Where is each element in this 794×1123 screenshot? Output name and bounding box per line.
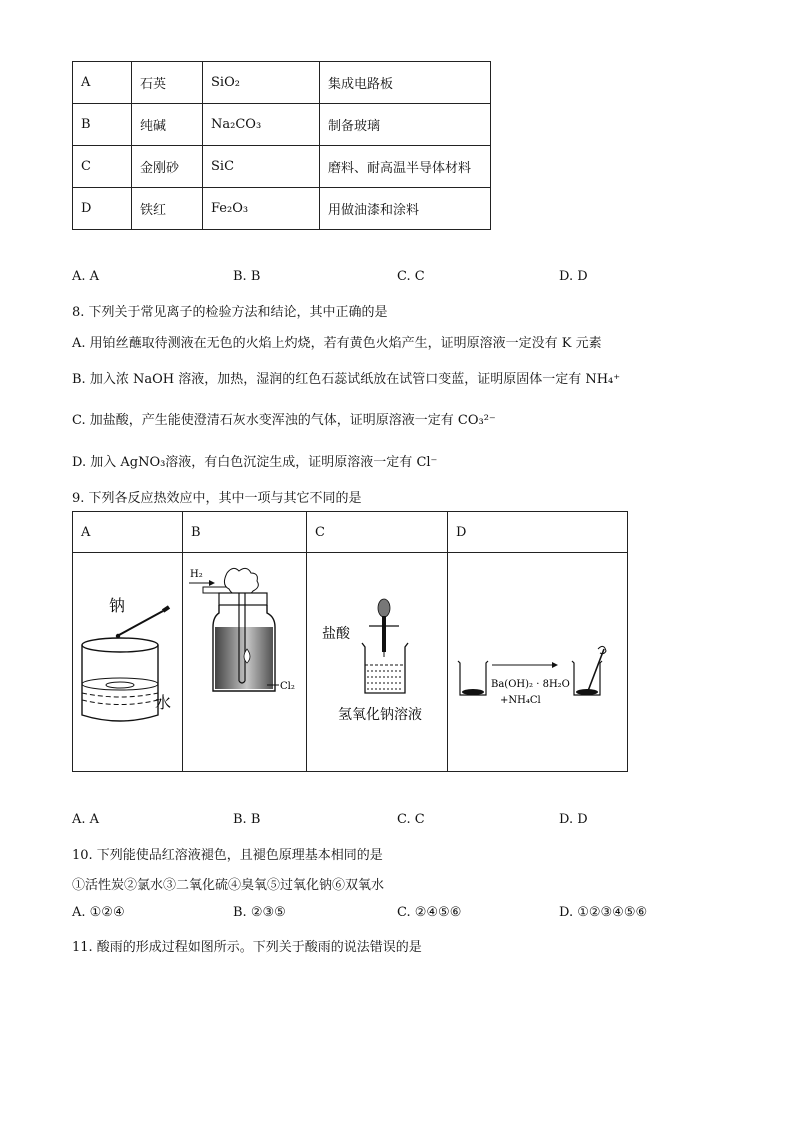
table-cell: 纯碱	[132, 104, 203, 146]
label-h2: H₂	[190, 569, 203, 580]
table-cell: SiC	[203, 146, 320, 188]
q8-option-d[interactable]: D. 加入 AgNO₃溶液，有白色沉淀生成，证明原溶液一定有 Cl⁻	[72, 455, 438, 470]
table-row	[73, 146, 491, 188]
table-row	[73, 62, 491, 104]
table-row	[73, 188, 491, 230]
table-cell: 铁红	[132, 188, 203, 230]
option-a[interactable]: A. ①②④	[72, 905, 125, 920]
option-c[interactable]: C. C	[397, 269, 425, 284]
figure-hydrogen-chlorine	[183, 553, 307, 772]
table-row	[73, 512, 628, 553]
table-cell: SiO₂	[203, 62, 320, 104]
label-water: 水	[155, 693, 172, 712]
q8-option-a[interactable]: A. 用铂丝蘸取待测液在无色的火焰上灼烧，若有黄色火焰产生，证明原溶液一定没有 K 元素	[72, 336, 602, 351]
q8-stem: 8. 下列关于常见离子的检验方法和结论，其中正确的是	[72, 305, 388, 320]
label-baoh: Ba(OH)₂ · 8H₂O	[491, 679, 570, 690]
figure-baoh-nh4cl	[448, 553, 628, 772]
table-cell: C	[73, 146, 132, 188]
q10-stem: 10. 下列能使品红溶液褪色，且褪色原理基本相同的是	[72, 848, 383, 863]
label-nh4cl: +NH₄Cl	[500, 695, 541, 706]
q10-items: ①活性炭②氯水③二氧化硫④臭氧⑤过氧化钠⑥双氧水	[72, 878, 385, 893]
option-c[interactable]: C. C	[397, 812, 425, 827]
label-sodium: 钠	[109, 596, 126, 615]
q9-table	[72, 511, 628, 772]
table-cell: 集成电路板	[320, 62, 491, 104]
figure-sodium-water	[73, 553, 183, 772]
table-cell: 制备玻璃	[320, 104, 491, 146]
figure-hcl-naoh	[307, 553, 448, 772]
table-cell: D	[73, 188, 132, 230]
option-b[interactable]: B. B	[233, 269, 261, 284]
table-row	[73, 104, 491, 146]
option-d[interactable]: D. ①②③④⑤⑥	[559, 905, 648, 920]
table-cell: Na₂CO₃	[203, 104, 320, 146]
label-naoh: 氢氧化钠溶液	[338, 707, 422, 723]
q7-table	[72, 61, 491, 230]
table-cell: B	[73, 104, 132, 146]
table-cell: 磨料、耐高温半导体材料	[320, 146, 491, 188]
option-a[interactable]: A. A	[72, 812, 100, 827]
option-d[interactable]: D. D	[559, 269, 588, 284]
option-b[interactable]: B. B	[233, 812, 261, 827]
table-cell: 石英	[132, 62, 203, 104]
table-cell: 用做油漆和涂料	[320, 188, 491, 230]
q11-stem: 11. 酸雨的形成过程如图所示。下列关于酸雨的说法错误的是	[72, 940, 422, 955]
option-d[interactable]: D. D	[559, 812, 588, 827]
option-b[interactable]: B. ②③⑤	[233, 905, 286, 920]
label-cl2: Cl₂	[280, 681, 295, 692]
q8-option-b[interactable]: B. 加入浓 NaOH 溶液，加热，湿润的红色石蕊试纸放在试管口变蓝，证明原固体一定有 NH₄⁺	[72, 372, 621, 387]
table-cell: C	[307, 512, 448, 553]
table-cell: A	[73, 512, 183, 553]
option-a[interactable]: A. A	[72, 269, 100, 284]
table-cell: A	[73, 62, 132, 104]
q9-stem: 9. 下列各反应热效应中，其中一项与其它不同的是	[72, 491, 362, 506]
label-hcl: 盐酸	[322, 626, 350, 642]
table-row	[73, 553, 628, 772]
table-cell: 金刚砂	[132, 146, 203, 188]
q8-option-c[interactable]: C. 加盐酸，产生能使澄清石灰水变浑浊的气体，证明原溶液一定有 CO₃²⁻	[72, 413, 496, 428]
table-cell: Fe₂O₃	[203, 188, 320, 230]
table-cell: D	[448, 512, 628, 553]
option-c[interactable]: C. ②④⑤⑥	[397, 905, 462, 920]
table-cell: B	[183, 512, 307, 553]
